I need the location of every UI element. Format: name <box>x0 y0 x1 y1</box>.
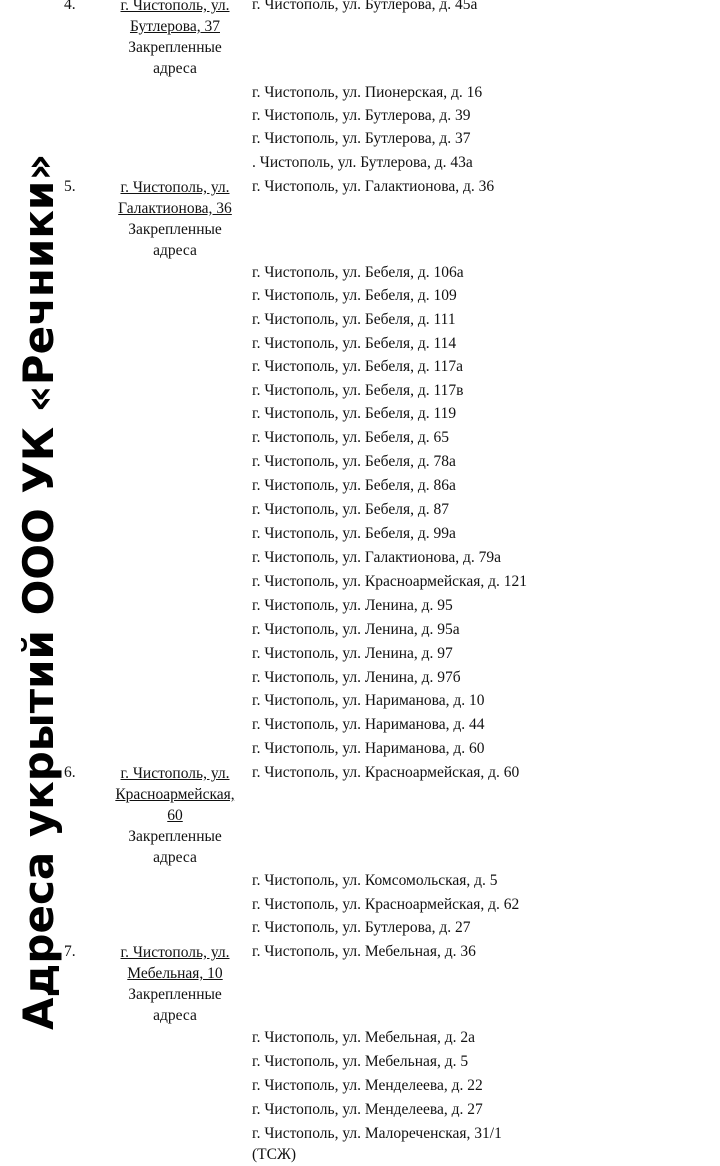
building-address-line: г. Чистополь, ул. <box>120 944 230 961</box>
building-address-line: Галактионова, 36 <box>118 200 232 217</box>
section-number: 6. <box>64 764 76 781</box>
assigned-addresses-label: адреса <box>153 60 197 77</box>
assigned-address: г. Чистополь, ул. Нариманова, д. 60 <box>252 740 485 757</box>
shelter-building-cell <box>100 0 250 79</box>
assigned-address: г. Чистополь, ул. Нариманова, д. 44 <box>252 716 485 733</box>
building-address-line: Мебельная, 10 <box>127 965 223 982</box>
shelter-main-address: г. Чистополь, ул. Галактионова, д. 36 <box>252 178 495 195</box>
assigned-address: г. Чистополь, ул. Ленина, д. 97 <box>252 645 453 662</box>
assigned-addresses-label: Закрепленные <box>128 828 222 845</box>
assigned-address: г. Чистополь, ул. Бебеля, д. 109 <box>252 287 457 304</box>
assigned-address: г. Чистополь, ул. Красноармейская, д. 121 <box>252 573 527 590</box>
assigned-address: г. Чистополь, ул. Пионерская, д. 16 <box>252 84 483 101</box>
assigned-address: г. Чистополь, ул. Бебеля, д. 99а <box>252 525 456 542</box>
assigned-address: г. Чистополь, ул. Бутлерова, д. 37 <box>252 130 471 147</box>
shelter-building-cell <box>100 942 250 1026</box>
assigned-address: г. Чистополь, ул. Галактионова, д. 79а <box>252 549 502 566</box>
assigned-address: г. Чистополь, ул. Бебеля, д. 78а <box>252 453 456 470</box>
shelter-main-address: г. Чистополь, ул. Бутлерова, д. 45а <box>252 0 478 13</box>
assigned-address: . Чистополь, ул. Бутлерова, д. 43а <box>252 154 473 171</box>
assigned-address: г. Чистополь, ул. Бебеля, д. 86а <box>252 477 456 494</box>
building-address-line: г. Чистополь, ул. <box>120 765 230 782</box>
assigned-address: г. Чистополь, ул. Бебеля, д. 117а <box>252 358 464 375</box>
shelter-main-address: г. Чистополь, ул. Мебельная, д. 36 <box>252 943 476 960</box>
assigned-address: (ТСЖ) <box>252 1146 297 1163</box>
section-number: 5. <box>64 178 76 195</box>
assigned-address: г. Чистополь, ул. Малореченская, 31/1 <box>252 1125 502 1142</box>
assigned-address: г. Чистополь, ул. Бебеля, д. 111 <box>252 311 456 328</box>
shelter-building-cell <box>100 763 250 868</box>
building-address-line: 60 <box>167 807 183 824</box>
assigned-addresses-label: Закрепленные <box>128 986 222 1003</box>
building-address-line: Красноармейская, <box>115 786 235 803</box>
section-number: 4. <box>64 0 76 13</box>
assigned-address: г. Чистополь, ул. Комсомольская, д. 5 <box>252 872 498 889</box>
assigned-address: г. Чистополь, ул. Красноармейская, д. 62 <box>252 896 520 913</box>
assigned-address: г. Чистополь, ул. Бебеля, д. 114 <box>252 335 457 352</box>
assigned-address: г. Чистополь, ул. Ленина, д. 95а <box>252 621 460 638</box>
assigned-address: г. Чистополь, ул. Ленина, д. 95 <box>252 597 453 614</box>
assigned-addresses-label: Закрепленные <box>128 39 222 56</box>
assigned-address: г. Чистополь, ул. Бутлерова, д. 39 <box>252 107 471 124</box>
assigned-address: г. Чистополь, ул. Бутлерова, д. 27 <box>252 919 471 936</box>
building-address-line: г. Чистополь, ул. <box>120 0 230 14</box>
assigned-address: г. Чистополь, ул. Бебеля, д. 106а <box>252 264 464 281</box>
building-address-line: г. Чистополь, ул. <box>120 179 230 196</box>
assigned-address: г. Чистополь, ул. Мебельная, д. 2а <box>252 1029 476 1046</box>
assigned-addresses-label: адреса <box>153 1007 197 1024</box>
assigned-addresses-label: адреса <box>153 242 197 259</box>
assigned-addresses-label: Закрепленные <box>128 221 222 238</box>
building-address-line: Бутлерова, 37 <box>129 18 220 35</box>
assigned-address: г. Чистополь, ул. Бебеля, д. 117в <box>252 382 464 399</box>
section-number: 7. <box>64 943 76 960</box>
shelter-main-address: г. Чистополь, ул. Красноармейская, д. 60 <box>252 764 520 781</box>
assigned-address: г. Чистополь, ул. Бебеля, д. 119 <box>252 405 457 422</box>
assigned-address: г. Чистополь, ул. Менделеева, д. 22 <box>252 1077 483 1094</box>
assigned-address: г. Чистополь, ул. Мебельная, д. 5 <box>252 1053 469 1070</box>
assigned-address: г. Чистополь, ул. Бебеля, д. 87 <box>252 501 449 518</box>
assigned-address: г. Чистополь, ул. Бебеля, д. 65 <box>252 429 449 446</box>
assigned-address: г. Чистополь, ул. Менделеева, д. 27 <box>252 1101 483 1118</box>
vertical-page-title: Адреса укрытий ООО УК «Речники» <box>14 153 63 1030</box>
shelter-building-cell <box>100 177 250 261</box>
assigned-address: г. Чистополь, ул. Нариманова, д. 10 <box>252 692 485 709</box>
assigned-address: г. Чистополь, ул. Ленина, д. 97б <box>252 669 461 686</box>
assigned-addresses-label: адреса <box>153 849 197 866</box>
